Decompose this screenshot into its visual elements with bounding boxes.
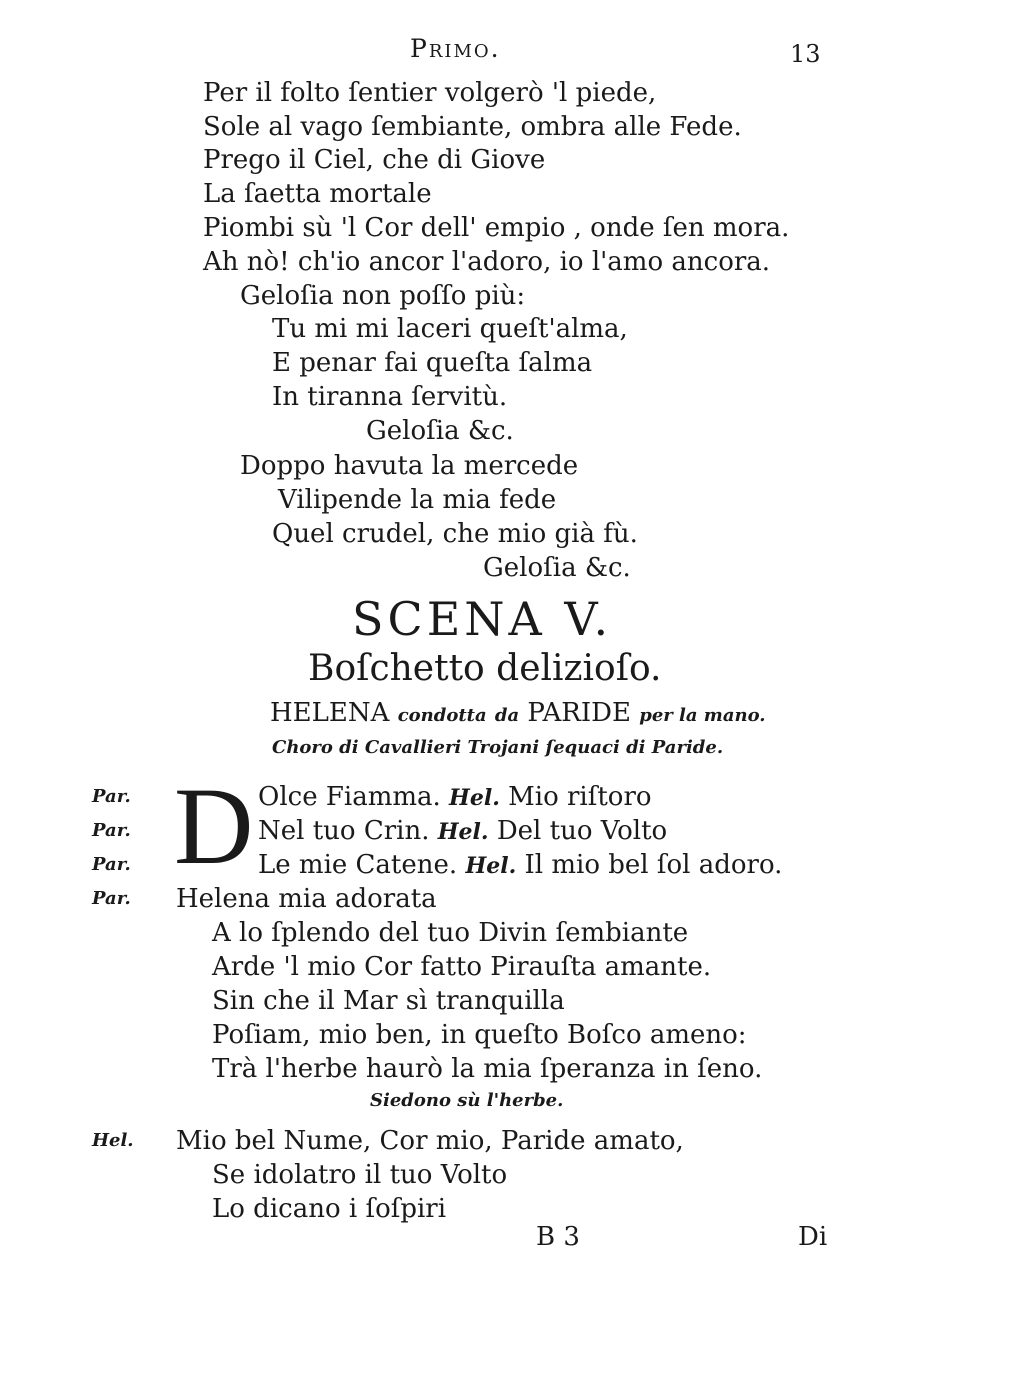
aria-line: Geloſia non poſſo più:: [240, 281, 526, 311]
speaker-label: Hel.: [92, 1130, 134, 1151]
aria-refrain: Geloſia &c.: [366, 416, 514, 446]
dialogue-line: Poſiam, mio ben, in queſto Boſco ameno:: [212, 1020, 747, 1050]
character-name: PARIDE: [527, 698, 631, 728]
dialogue-line: Mio bel Nume, Cor mio, Paride amato,: [176, 1126, 684, 1156]
verse-line: Sole al vago ſembiante, ombra alle Fede.: [203, 112, 742, 142]
aria-line: Vilipende la mia fede: [278, 485, 557, 515]
line-text: Le mie Catene.: [258, 850, 458, 880]
dialogue-line: A lo ſplendo del tuo Divin ſembiante: [212, 918, 689, 948]
page-number: 13: [790, 40, 821, 68]
catchword: Di: [798, 1222, 828, 1252]
dialogue-line: [258, 848, 782, 882]
aria-line: Doppo havuta la mercede: [240, 451, 579, 481]
inline-speaker: Hel.: [465, 853, 517, 879]
chorus-note: Choro di Cavallieri Trojani ſequaci di Paride.: [272, 737, 724, 758]
line-text: Del tuo Volto: [496, 816, 668, 846]
line-text: Olce Fiamma.: [258, 782, 441, 812]
dialogue-line: Se idolatro il tuo Volto: [212, 1160, 508, 1190]
scene-title: SCENA V.: [352, 592, 613, 646]
verse-line: La ſaetta mortale: [203, 179, 432, 209]
dialogue-line: Arde 'l mio Cor fatto Pirauſta amante.: [212, 952, 712, 982]
aria-line: Quel crudel, che mio già fù.: [272, 519, 638, 549]
speaker-label: Par.: [92, 854, 131, 875]
signature-mark: B 3: [536, 1222, 580, 1252]
drop-cap: D: [174, 765, 254, 887]
line-text: Mio riſtoro: [508, 782, 652, 812]
verse-line: Ah nò! ch'io ancor l'adoro, io l'amo ancora.: [203, 247, 771, 277]
dialogue-line: Sin che il Mar sì tranquilla: [212, 986, 565, 1016]
dialogue-line: Trà l'herbe haurò la mia ſperanza in ſeno.: [212, 1054, 763, 1084]
dramatis-text: da: [494, 705, 520, 726]
stage-direction: Siedono sù l'herbe.: [370, 1090, 564, 1111]
aria-line: Tu mi mi laceri queſt'alma,: [272, 314, 628, 344]
speaker-label: Par.: [92, 888, 131, 909]
scene-setting: Boſchetto delizioſo.: [308, 648, 662, 689]
dialogue-line: [258, 780, 652, 814]
line-text: Nel tuo Crin.: [258, 816, 430, 846]
verse-line: Prego il Ciel, che di Giove: [203, 145, 546, 175]
dramatis-personae: [270, 698, 766, 728]
inline-speaker: Hel.: [449, 785, 500, 811]
dramatis-text: condotta: [397, 705, 487, 726]
running-head: Primo.: [410, 34, 501, 63]
inline-speaker: Hel.: [437, 819, 489, 845]
dialogue-line: [258, 814, 667, 848]
character-name: HELENA: [270, 698, 390, 728]
aria-line: E penar fai queſta ſalma: [272, 348, 593, 378]
speaker-label: Par.: [92, 786, 131, 807]
aria-line: In tiranna ſervitù.: [272, 382, 508, 412]
dialogue-line: Lo dicano i ſoſpiri: [212, 1194, 447, 1224]
verse-line: Piombi sù 'l Cor dell' empio , onde ſen mora.: [203, 213, 790, 243]
dramatis-text: per la mano.: [639, 705, 766, 726]
line-text: Il mio bel ſol adoro.: [524, 850, 783, 880]
aria-refrain: Geloſia &c.: [483, 553, 631, 583]
verse-line: Per il folto ſentier volgerò 'l piede,: [203, 78, 657, 108]
speaker-label: Par.: [92, 820, 131, 841]
dialogue-line: Helena mia adorata: [176, 884, 437, 914]
